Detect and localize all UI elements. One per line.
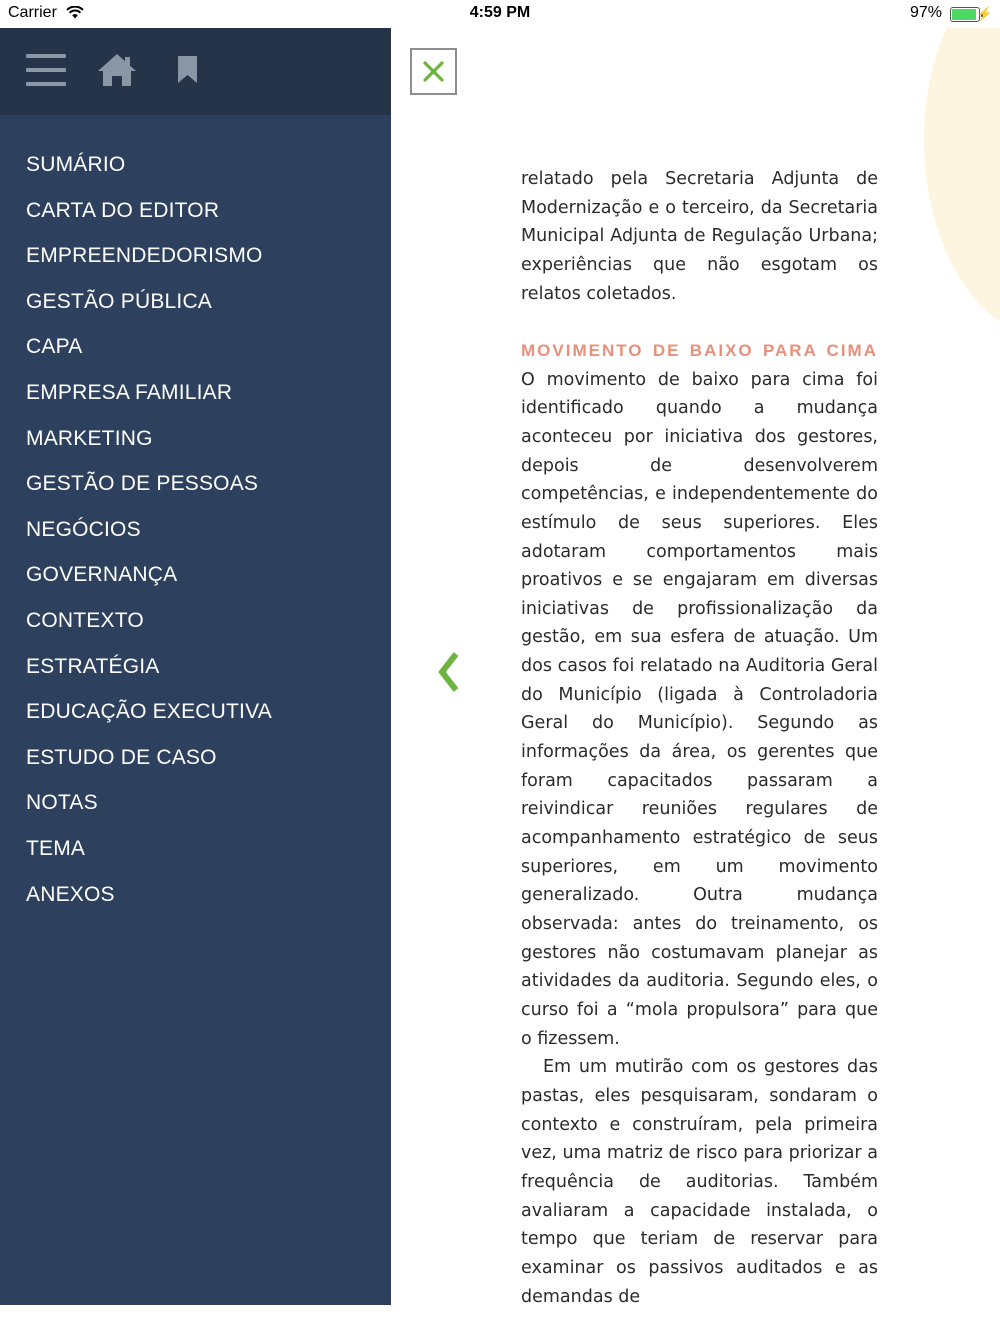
sidebar-header — [0, 28, 391, 115]
sidebar — [0, 28, 391, 1305]
decorative-shape — [924, 0, 1000, 340]
sidebar-item-tema[interactable]: TEMA — [26, 836, 86, 860]
battery-icon — [950, 7, 980, 22]
sidebar-item-notas[interactable]: NOTAS — [26, 791, 98, 815]
close-button[interactable] — [410, 48, 457, 95]
article-paragraph: relatado pela Secretaria Adjunta de Modernização e o terceiro, da Secretaria Municipal Adjunta de Regulação Urbana; experiências que não esgotam os relatos coletados. — [521, 169, 878, 304]
clock: 4:59 PM — [469, 4, 531, 21]
home-icon[interactable] — [96, 52, 138, 93]
sidebar-item-empresa-familiar[interactable]: EMPRESA FAMILIAR — [26, 380, 233, 404]
sidebar-item-capa[interactable]: CAPA — [26, 335, 83, 359]
status-bar — [0, 0, 1000, 28]
close-icon — [412, 50, 455, 93]
article-paragraph — [521, 337, 878, 1053]
section-heading: MOVIMENTO DE BAIXO PARA CIMA — [521, 340, 878, 360]
sidebar-item-sumario[interactable]: SUMÁRIO — [26, 153, 126, 176]
sidebar-item-gestao-de-pessoas[interactable]: GESTÃO DE PESSOAS — [26, 472, 259, 496]
sidebar-item-carta-do-editor[interactable]: CARTA DO EDITOR — [26, 198, 220, 222]
sidebar-item-estrategia[interactable]: ESTRATÉGIA — [26, 654, 160, 678]
charging-icon: ⚡ — [976, 6, 993, 21]
sidebar-item-negocios[interactable]: NEGÓCIOS — [26, 517, 141, 541]
sidebar-item-contexto[interactable]: CONTEXTO — [26, 608, 144, 632]
sidebar-menu — [26, 148, 272, 923]
article-paragraph-text: O movimento de baixo para cima foi identificado quando a mudança aconteceu por iniciativa dos gestores, depois de desenvolverem competências, e independentemente do estímulo de seus superiores. Eles adotaram comportamentos mais proativos e se engajaram em diversas iniciativas de profissionalização da gestão, em sua esfera de atuação. Um dos casos foi relatado na Auditoria Geral do Município (ligada à Controladoria Geral do Município). Segundo as informações da área, os gerentes que foram capacitados passaram a reivindicar reuniões regulares de acompanhamento estratégico de seus superiores, em um movimento generalizado. Outra mudança observada: antes do treinamento, os gestores não costumavam planejar as atividades da auditoria. Segundo eles, o curso foi a “mola propulsora” para que o fizessem. — [521, 369, 878, 1049]
battery-percent: 97% — [909, 4, 942, 21]
bookmark-icon[interactable] — [177, 56, 198, 89]
sidebar-item-empreendedorismo[interactable]: EMPREENDEDORISMO — [26, 244, 263, 268]
sidebar-item-marketing[interactable]: MARKETING — [26, 426, 153, 450]
sidebar-item-anexos[interactable]: ANEXOS — [26, 882, 115, 906]
sidebar-item-estudo-de-caso[interactable]: ESTUDO DE CASO — [26, 745, 217, 769]
menu-icon[interactable] — [26, 54, 66, 86]
carrier-label: Carrier — [8, 4, 57, 21]
article-paragraph: Em um mutirão com os gestores das pastas, eles pesquisaram, sondaram o contexto e construíram, pela primeira vez, uma matriz de risco para priorizar a frequência de auditorias. Também avaliaram a capacidade instalada, o tempo que teriam de reservar para examinar os passivos auditados e as demandas de — [521, 1057, 878, 1307]
sidebar-item-educacao-executiva[interactable]: EDUCAÇÃO EXECUTIVA — [26, 700, 272, 724]
sidebar-item-gestao-publica[interactable]: GESTÃO PÚBLICA — [26, 289, 213, 313]
chevron-left-icon[interactable] — [436, 652, 462, 697]
sidebar-item-governanca[interactable]: GOVERNANÇA — [26, 563, 178, 587]
article-body — [521, 165, 878, 1311]
